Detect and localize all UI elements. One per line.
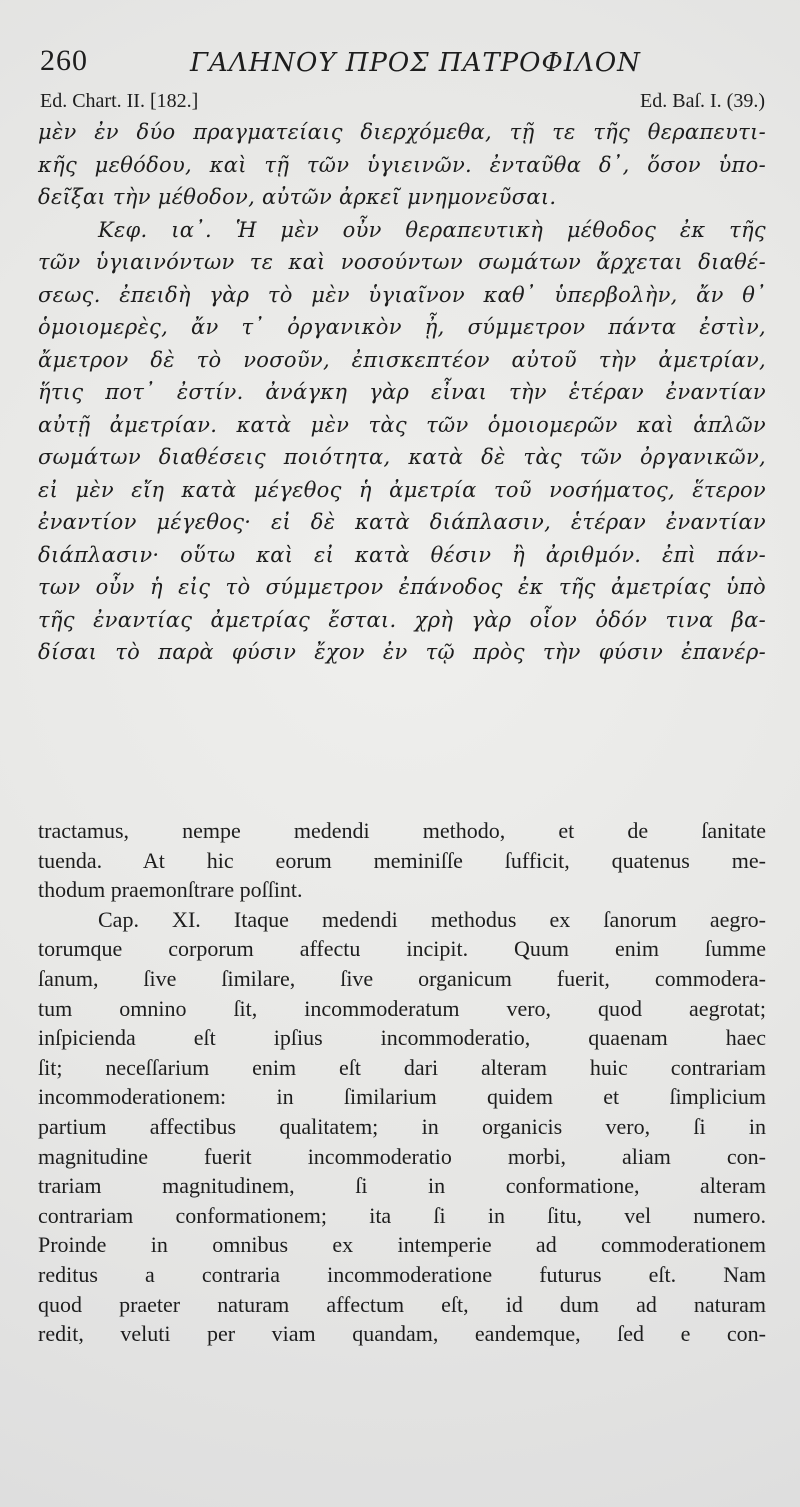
latin-text-line: ſanum, ſive ſimilare, ſive organicum fuerit, commodera- [38, 965, 766, 991]
greek-text-line: τῶν ὑγιαινόντων τε καὶ νοσούντων σωμάτων ἄρχεται διαθέ- [38, 250, 766, 274]
greek-text-line: εἰ μὲν εἴη κατὰ μέγεθος ἡ ἀμετρία τοῦ νοσήματος, ἕτερον [38, 477, 766, 502]
greek-text-line: των οὖν ἡ εἰς τὸ σύμμετρον ἐπάνοδος ἐκ τῆς ἀμετρίας ὑπὸ [38, 575, 766, 599]
latin-text-line: tuenda. At hic eorum meminiſſe ſufficit, quatenus me- [38, 847, 766, 873]
latin-chapter-heading-line: Cap. XI. Itaque medendi methodus ex ſanorum aegro- [98, 906, 766, 932]
greek-text-line: αὐτῇ ἀμετρίαν. κατὰ μὲν τὰς τῶν ὁμοιομερῶν καὶ ἁπλῶν [38, 412, 766, 437]
greek-text-line: δεῖξαι τὴν μέθοδον, αὐτῶν ἀρκεῖ μνημονεῦσαι. [38, 185, 557, 209]
latin-text-line: thodum praemonſtrare poſſint. [38, 877, 303, 903]
edition-reference-line [40, 90, 765, 118]
edition-reference-right: Ed. Baſ. I. (39.) [640, 90, 765, 112]
latin-text-line: torumque corporum affectu incipit. Quum enim ſumme [38, 936, 766, 962]
latin-text-line: ſit; neceſſarium enim eſt dari alteram huic contrariam [38, 1054, 766, 1080]
greek-text-line: σεως. ἐπειδὴ γὰρ τὸ μὲν ὑγιαῖνον καθ᾽ ὑπερβολὴν, ἄν θ᾽ [38, 282, 766, 307]
latin-text-line: quod praeter naturam affectum eſt, id dum ad naturam [38, 1291, 766, 1317]
greek-text-line: μὲν ἐν δύο πραγματείαις διερχόμεθα, τῇ τε τῆς θεραπευτι- [38, 120, 766, 144]
latin-text-line: inſpicienda eſt ipſius incommoderatio, quaenam haec [38, 1025, 766, 1051]
greek-text-line: τῆς ἐναντίας ἀμετρίας ἔσται. χρὴ γὰρ οἷον ὁδόν τινα βα- [38, 607, 766, 632]
latin-text-line: contrariam conformationem; ita ſi in ſitu, vel numero. [38, 1202, 766, 1228]
latin-text-line: trariam magnitudinem, ſi in conformatione, alteram [38, 1173, 766, 1199]
latin-text-line: Proinde in omnibus ex intemperie ad commoderationem [38, 1232, 766, 1258]
page-number: 260 [40, 44, 88, 77]
latin-text-line: redit, veluti per viam quandam, eandemque, ſed e con- [38, 1321, 766, 1347]
greek-text-line: ἥτις ποτ᾽ ἐστίν. ἀνάγκη γὰρ εἶναι τὴν ἑτέραν ἐναντίαν [38, 380, 766, 404]
greek-text-line: ἐναντίον μέγεθος· εἰ δὲ κατὰ διάπλασιν, ἑτέραν ἐναντίαν [38, 510, 766, 534]
latin-text-line: reditus a contraria incommoderatione futurus eſt. Nam [38, 1261, 766, 1287]
latin-text-line: tum omnino ſit, incommoderatum vero, quod aegrotat; [38, 995, 766, 1021]
latin-text-line: incommoderationem: in ſimilarium quidem et ſimplicium [38, 1084, 766, 1110]
greek-text-line: σωμάτων διαθέσεις ποιότητα, κατὰ δὲ τὰς τῶν ὀργανικῶν, [38, 445, 766, 469]
greek-chapter-heading-line: Κεφ. ια᾽. Ἡ μὲν οὖν θεραπευτικὴ μέθοδος ἐκ τῆς [98, 217, 766, 242]
latin-text-line: tractamus, nempe medendi methodo, et de ſanitate [38, 818, 766, 843]
greek-text-line: ἄμετρον δὲ τὸ νοσοῦν, ἐπισκεπτέον αὐτοῦ τὴν ἀμετρίαν, [38, 347, 766, 372]
page-header [40, 44, 765, 84]
greek-text-line: κῆς μεθόδου, καὶ τῇ τῶν ὑγιεινῶν. ἐνταῦθα δ᾽, ὅσον ὑπο- [38, 152, 766, 177]
greek-text-line: ὁμοιομερὲς, ἄν τ᾽ ὀργανικὸν ᾖ, σύμμετρον πάντα ἐστὶν, [38, 315, 766, 339]
running-title: ΓΑΛΗΝΟΥ ΠΡΟΣ ΠΑΤΡΟΦΙΛΟΝ [190, 48, 641, 78]
latin-text-line: partium affectibus qualitatem; in organicis vero, ſi in [38, 1113, 766, 1139]
latin-text-block [38, 816, 766, 1349]
edition-reference-left: Ed. Chart. II. [182.] [40, 90, 199, 112]
latin-text-line: magnitudine fuerit incommoderatio morbi, aliam con- [38, 1143, 766, 1169]
greek-text-line: δίσαι τὸ παρὰ φύσιν ἔχον ἐν τῷ πρὸς τὴν φύσιν ἐπανέρ- [38, 640, 766, 664]
greek-text-block [38, 116, 766, 669]
greek-text-line: διάπλασιν· οὕτω καὶ εἰ κατὰ θέσιν ἢ ἀριθμόν. ἐπὶ πάν- [38, 542, 766, 567]
